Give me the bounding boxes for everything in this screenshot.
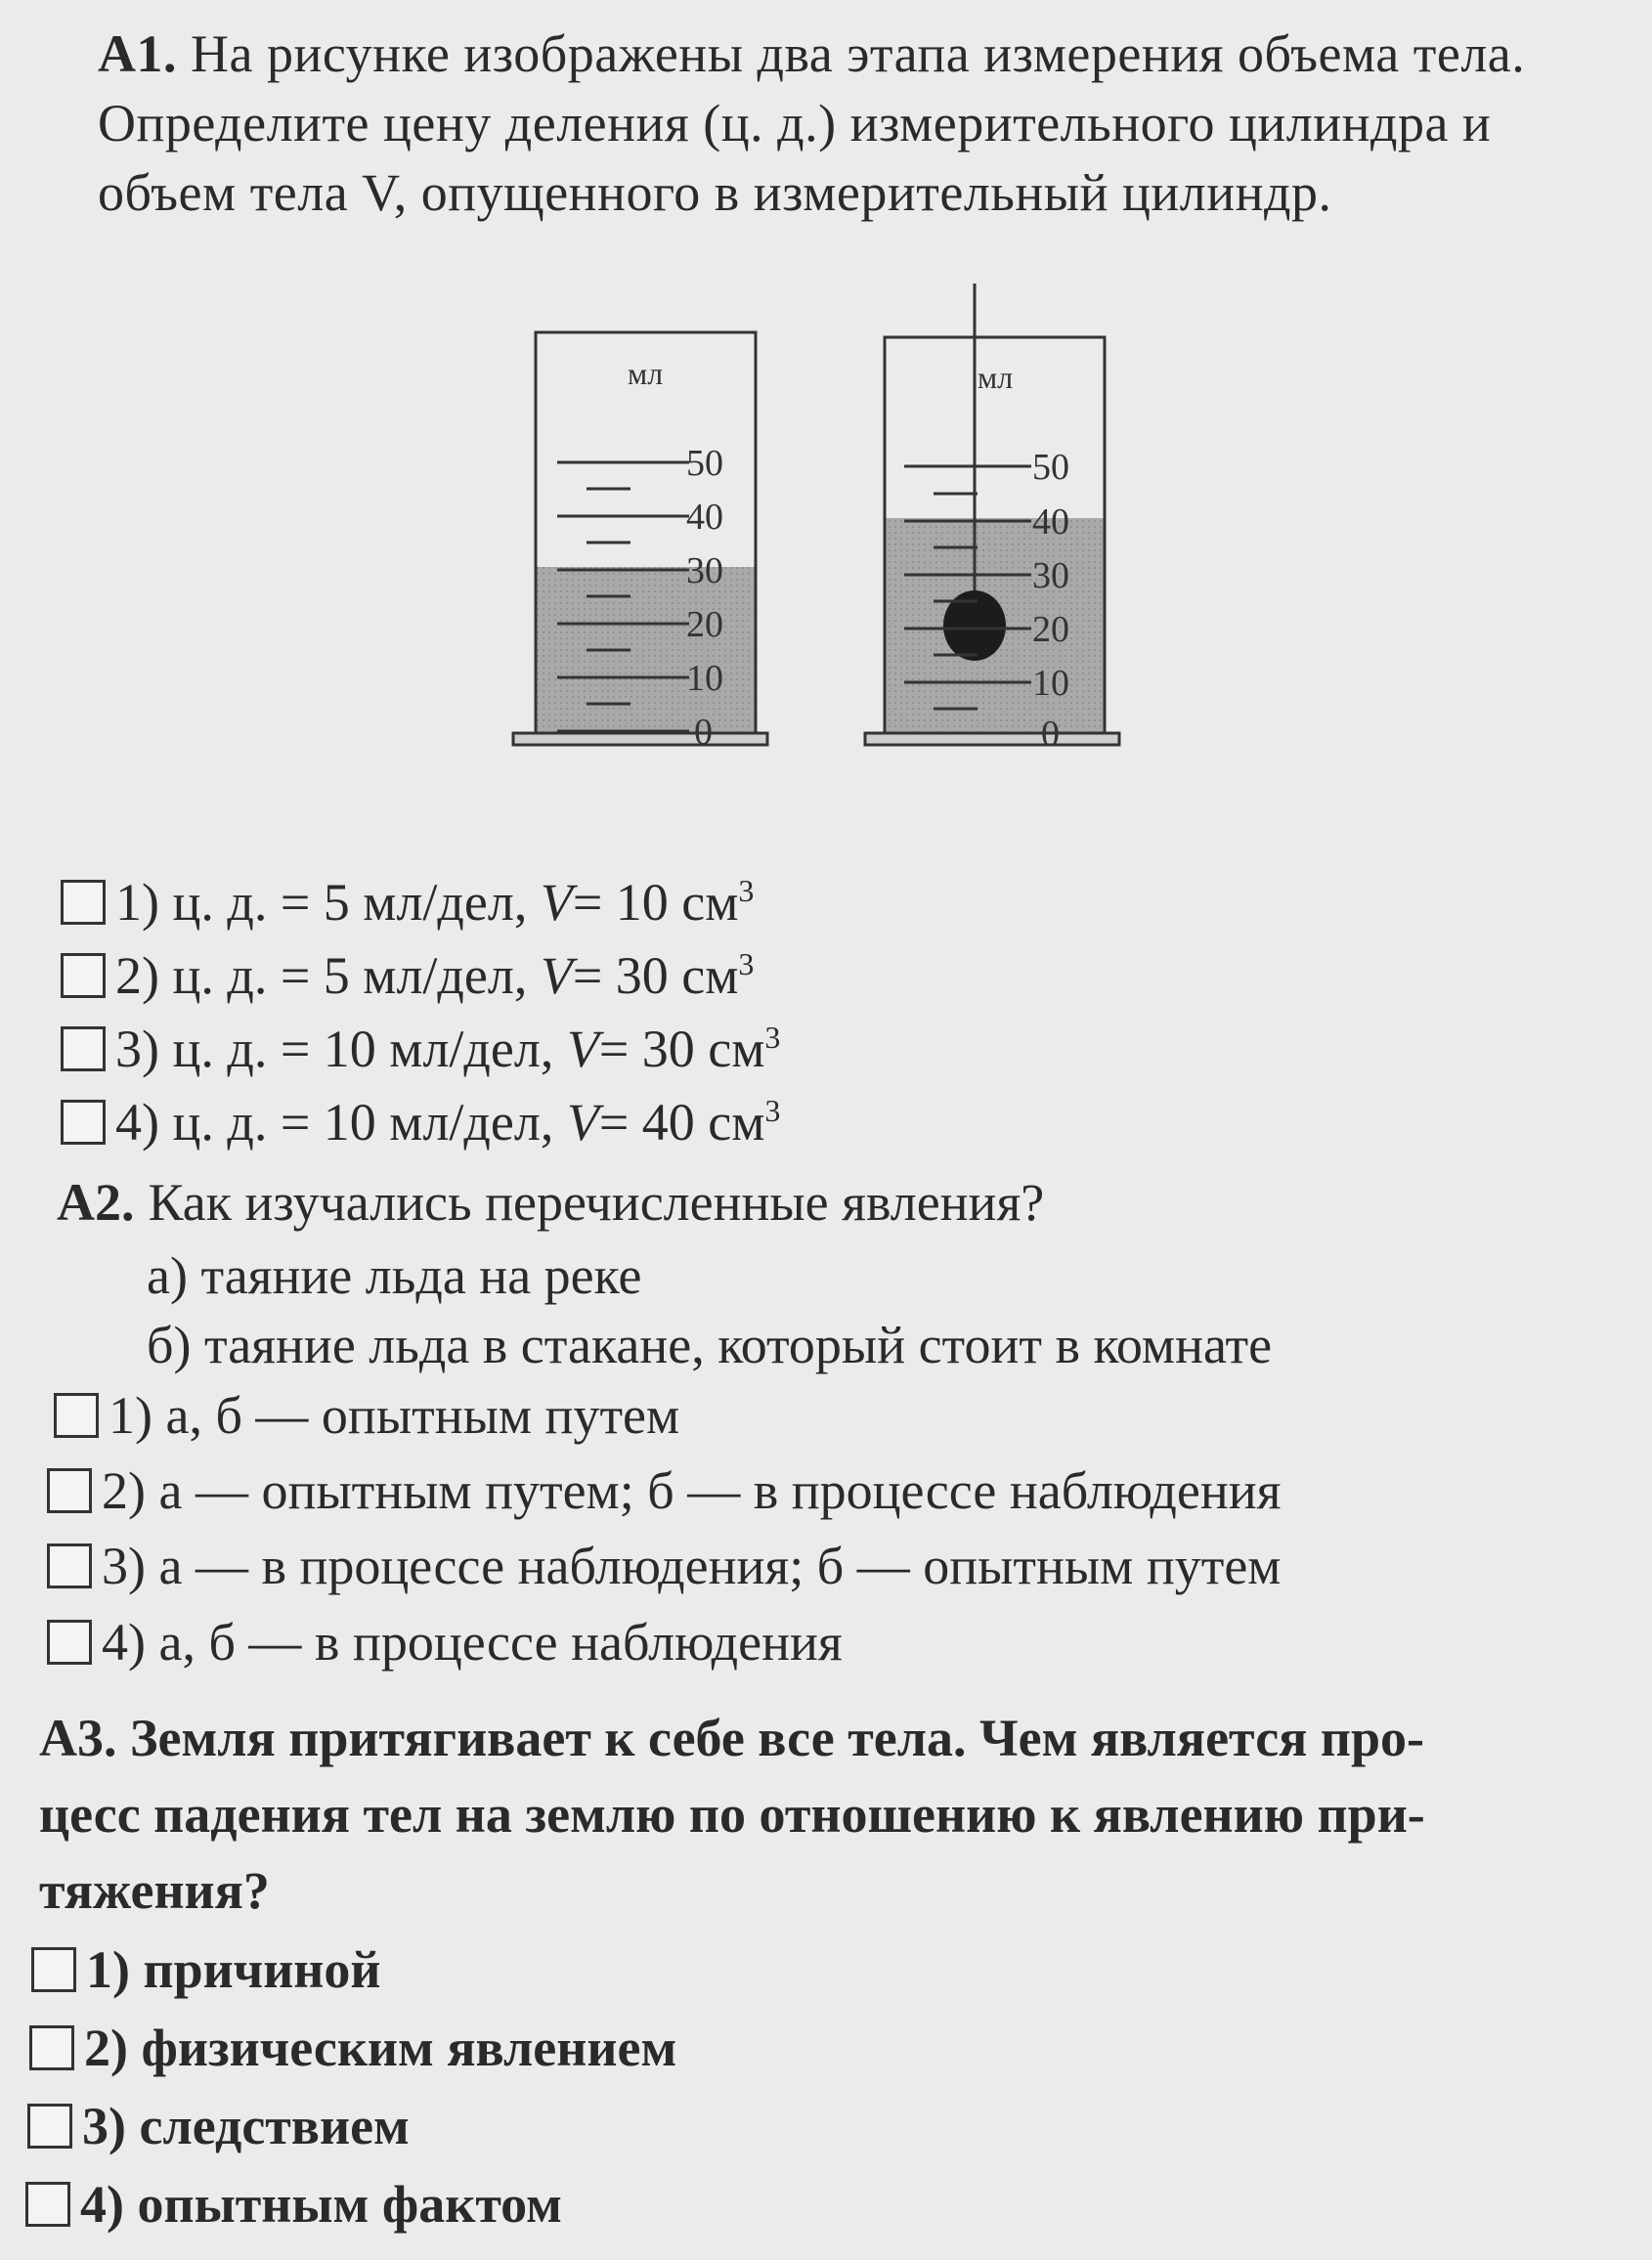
a2-option-2[interactable] — [47, 1461, 1281, 1520]
answer-checkbox[interactable] — [25, 2182, 70, 2227]
answer-checkbox[interactable] — [29, 2025, 74, 2070]
scale-label: 40 — [686, 497, 723, 538]
scale-label: 30 — [686, 550, 723, 591]
option-text: 2) физическим явлением — [84, 2019, 677, 2077]
scale-label: 10 — [1032, 663, 1069, 704]
answer-checkbox[interactable] — [61, 953, 106, 998]
scale-label: 10 — [686, 658, 723, 699]
question-text: Земля притягивает к себе все тела. Чем является про- — [130, 1709, 1425, 1767]
scale-label: 50 — [686, 443, 723, 484]
option-text: 3) а — в процессе наблюдения; б — опытным путем — [102, 1537, 1282, 1595]
answer-checkbox[interactable] — [27, 2104, 72, 2149]
question-text: Как изучались перечисленные явления? — [148, 1173, 1045, 1232]
a3-option-2[interactable] — [29, 2019, 676, 2077]
liquid-before — [536, 567, 756, 733]
a1-option-2[interactable] — [61, 946, 754, 1005]
unit-label: мл — [978, 360, 1014, 395]
a3-option-4[interactable] — [25, 2175, 562, 2234]
scale-label: 50 — [1032, 447, 1069, 488]
answer-checkbox[interactable] — [61, 1100, 106, 1145]
option-text: 1) причиной — [86, 1940, 381, 1999]
answer-checkbox[interactable] — [54, 1393, 99, 1438]
answer-checkbox[interactable] — [31, 1947, 76, 1992]
question-number: А2. — [57, 1173, 135, 1232]
scale-label: 0 — [694, 712, 713, 753]
question-a3-line-2: цесс падения тел на землю по отношению к явлению при- — [39, 1785, 1425, 1844]
scale-label: 20 — [686, 604, 723, 645]
question-a2 — [57, 1173, 1044, 1232]
question-number: А3. — [39, 1709, 117, 1767]
option-text: 4) а, б — в процессе наблюдения — [102, 1613, 843, 1672]
option-text: 2) ц. д. = 5 мл/дел, V= 30 $см^3$ — [115, 946, 755, 1005]
a3-option-3[interactable] — [27, 2097, 410, 2155]
option-text: 1) ц. д. = 5 мл/дел, V= 10 $см^3$ — [115, 873, 755, 932]
option-text: 4) ц. д. = 10 мл/дел, V= 40 $см^3$ — [115, 1093, 781, 1152]
question-a3-line-1 — [39, 1709, 1424, 1767]
answer-checkbox[interactable] — [47, 1543, 92, 1588]
option-text: 2) а — опытным путем; б — в процессе наблюдения — [102, 1461, 1282, 1520]
answer-checkbox[interactable] — [47, 1620, 92, 1665]
cylinder-base — [513, 733, 767, 745]
scale-label: 40 — [1032, 501, 1069, 543]
a2-item-a: а) таяние льда на реке — [147, 1246, 642, 1305]
scale-label: 20 — [1032, 609, 1069, 650]
unit-label: мл — [628, 356, 664, 391]
scale-label: 30 — [1032, 555, 1069, 596]
cylinders-illustration — [489, 279, 1153, 777]
question-a3-line-3: тяжения? — [39, 1861, 270, 1920]
a1-option-4[interactable] — [61, 1093, 780, 1152]
cylinder-base — [865, 733, 1119, 745]
a2-item-b: б) таяние льда в стакане, который стоит в комнате — [147, 1316, 1273, 1374]
question-number: А1. — [98, 24, 177, 83]
answer-checkbox[interactable] — [61, 880, 106, 925]
question-text: На рисунке изображены два этапа измерения объема тела. Определите цену деления (ц. д.) измерительного цилиндра и объем тела V, опущенного в измерительный цилиндр. — [98, 24, 1526, 222]
scale-label: 0 — [1041, 714, 1060, 755]
a1-option-1[interactable] — [61, 873, 754, 932]
answer-checkbox[interactable] — [61, 1026, 106, 1071]
cylinder-after — [865, 283, 1119, 755]
option-text: 1) а, б — опытным путем — [109, 1386, 680, 1445]
a3-option-1[interactable] — [31, 1940, 381, 1999]
a2-option-1[interactable] — [54, 1386, 679, 1445]
measuring-cylinders-figure — [489, 279, 1153, 777]
question-a1 — [98, 20, 1544, 228]
option-text: 3) следствием — [82, 2097, 410, 2155]
answer-checkbox[interactable] — [47, 1468, 92, 1513]
a2-option-4[interactable] — [47, 1613, 843, 1672]
option-text: 4) опытным фактом — [80, 2175, 562, 2234]
a2-option-3[interactable] — [47, 1537, 1281, 1595]
option-text: 3) ц. д. = 10 мл/дел, V= 30 $см^3$ — [115, 1020, 781, 1078]
cylinder-before — [513, 332, 767, 753]
a1-option-3[interactable] — [61, 1020, 780, 1078]
